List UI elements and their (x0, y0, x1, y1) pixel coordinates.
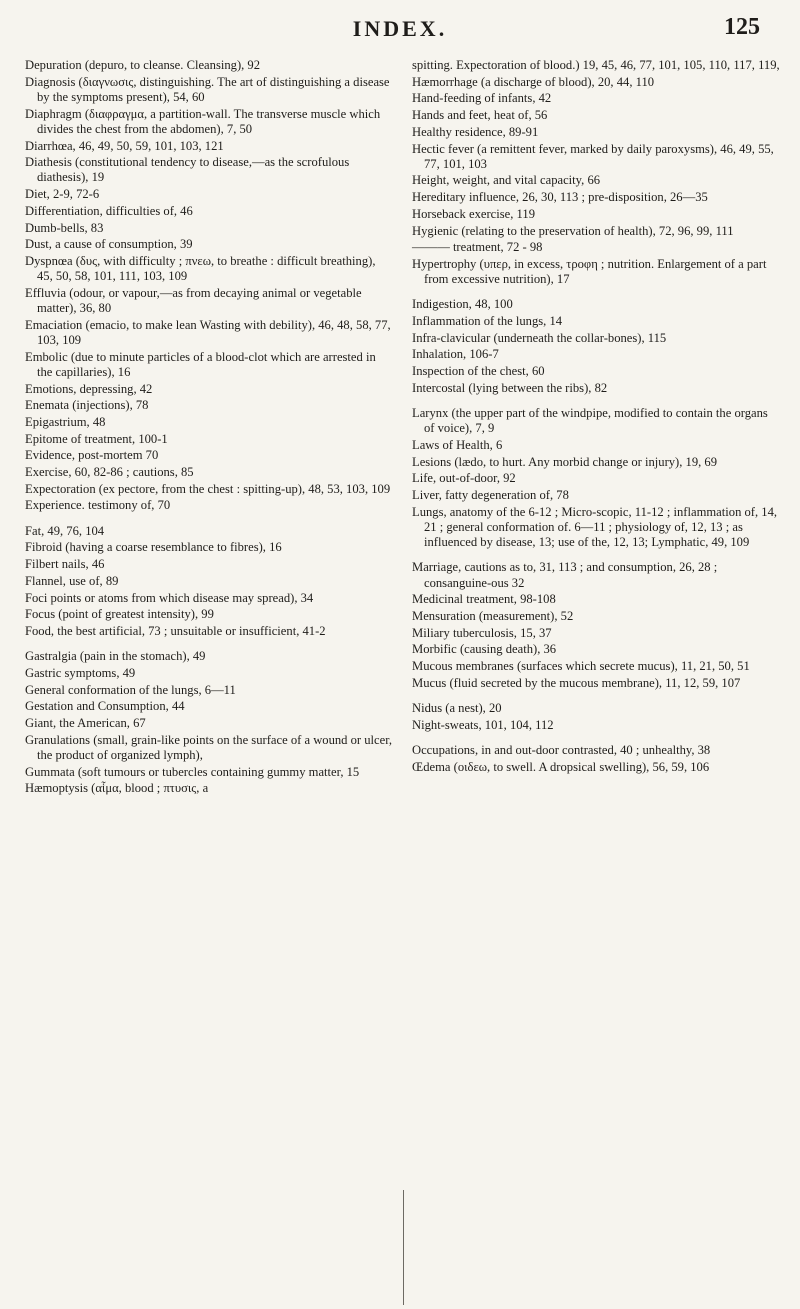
entry-references: conformation of the lungs, 6—11 (68, 682, 236, 697)
entry-references: post-mortem 70 (78, 448, 159, 463)
entry-references: 48, 100 (474, 297, 513, 312)
entry-references: (emacio, to make lean Wasting with debility), 46, 48, 58, 77, 103, 109 (37, 317, 391, 347)
entry-references: (a discharge of blood), 20, 44, 110 (480, 74, 655, 89)
entry-term: Lungs, (412, 504, 447, 519)
entry-references: and Consumption, 44 (76, 699, 185, 714)
entry-term: Indigestion, (412, 297, 472, 312)
entry-term: Dyspnœa (25, 253, 73, 268)
index-entry (25, 699, 393, 714)
index-entry (412, 471, 780, 486)
index-entry (25, 465, 393, 480)
entry-term: Height, (412, 173, 450, 188)
entry-references: (fluid secreted by the mucous membrane), 11, 12, 59, 107 (449, 675, 741, 690)
entry-references: fever (a remittent fever, marked by daily paroxysms), 46, 49, 55, 77, 101, 103 (424, 141, 774, 171)
index-entry (25, 107, 393, 137)
entry-term: Horseback (412, 206, 466, 221)
index-entry (25, 75, 393, 105)
entry-term: Diarrhœa, (25, 138, 76, 153)
entry-term: Gestation (25, 699, 74, 714)
entry-references: (διαφραγμα, a partition-wall. The transverse muscle which divides the chest from the abdomen), 7, 50 (37, 106, 381, 136)
entry-term: Diagnosis (25, 74, 76, 89)
entry-references: spitting. Expectoration of blood.) 19, 45, 46, 77, 101, 105, 110, 117, 119, (412, 58, 780, 72)
entry-term: Inspection (412, 364, 465, 379)
entry-term: Œdema (412, 759, 451, 774)
entry-references: of treatment, 100-1 (70, 431, 168, 446)
entry-term: Nidus (412, 701, 443, 716)
index-entry (25, 382, 393, 397)
entry-term: Enemata (25, 398, 70, 413)
index-entry (25, 221, 393, 236)
index-entry (412, 108, 780, 123)
entry-references: 48 (92, 414, 106, 429)
index-entry (25, 765, 393, 780)
entry-references: (due to minute particles of a blood-clot which are arrested in the capillaries), 16 (37, 349, 376, 379)
index-entry (412, 406, 780, 436)
index-entry (25, 448, 393, 463)
index-entry (25, 557, 393, 572)
entry-references: 83 (90, 220, 104, 235)
entry-references: the best artificial, 73 ; unsuitable or insufficient, 41-2 (57, 623, 326, 638)
entry-references: (injections), 78 (72, 398, 149, 413)
entry-references: (a nest), 20 (445, 701, 502, 716)
index-entry (412, 488, 780, 503)
entry-term: Hæmoptysis (25, 781, 88, 796)
index-entry (25, 58, 393, 73)
entry-term: Exercise, (25, 465, 72, 480)
index-column-left (25, 58, 393, 798)
index-entry (412, 91, 780, 106)
entry-references: of the chest, 60 (467, 364, 545, 379)
index-entry (412, 592, 780, 607)
entry-references: (lædo, to hurt. Any morbid change or injury), 19, 69 (454, 454, 718, 469)
entry-references: 2-9, 72-6 (53, 187, 100, 202)
index-entry (25, 350, 393, 380)
entry-term: Laws (412, 437, 440, 452)
index-entry (25, 666, 393, 681)
index-entry (412, 560, 780, 590)
entry-references: (οιδεω, to swell. A dropsical swelling), 56, 59, 106 (453, 759, 710, 774)
entry-term: Emaciation (25, 317, 83, 332)
index-entry (25, 187, 393, 202)
entry-references: (depuro, to cleanse. Cleansing), 92 (84, 58, 261, 72)
entry-references: anatomy of the 6-12 ; Micro-scopic, 11-12 ; inflammation of, 14, 21 ; general conformation of. 6—11 ; physiology of, 12, 13 ; as influenced by disease, 13; use of the, 12, 13; Lymphatic, 49, 109 (424, 504, 778, 550)
entry-references: 101, 104, 112 (484, 717, 554, 732)
index-entry (412, 297, 780, 312)
entry-term: Liver, (412, 488, 442, 503)
entry-references: (relating to the preservation of health), 72, 96, 99, 111 (461, 223, 734, 238)
entry-term: Lesions (412, 454, 452, 469)
entry-term: Morbific (412, 642, 457, 657)
entry-references: difficulties of, 46 (105, 203, 193, 218)
index-entry (412, 438, 780, 453)
entry-references: (δυς, with difficulty ; πνεω, to breathe : difficult breathing), 45, 50, 58, 101, 111, 103, 109 (37, 253, 376, 284)
index-entry (25, 482, 393, 497)
entry-references: 46, 49, 50, 59, 101, 103, 121 (78, 138, 224, 153)
index-entry (25, 415, 393, 430)
index-entry (412, 760, 780, 775)
entry-references: a cause of consumption, 39 (55, 237, 193, 252)
index-entry (412, 257, 780, 287)
entry-references: (point of greatest intensity), 99 (58, 607, 214, 622)
entry-term: Embolic (25, 349, 68, 364)
entry-references: (the upper part of the windpipe, modified to contain the organs of voice), 7, 9 (424, 406, 768, 436)
entry-references: and feet, heat of, 56 (447, 108, 548, 123)
entry-references: treatment, 98-108 (466, 592, 556, 607)
entry-term: Diaphragm (25, 106, 82, 121)
index-entry (412, 701, 780, 716)
entry-references: use of, 89 (69, 573, 119, 588)
index-entry (412, 609, 780, 624)
entry-term: Foci (25, 590, 48, 605)
entry-references: testimony of, 70 (87, 498, 171, 513)
entry-term: Mensuration (412, 609, 476, 623)
entry-term: Focus (25, 607, 56, 622)
entry-references: residence, 89-91 (455, 124, 539, 139)
entry-term: Larynx (412, 406, 449, 421)
index-entry (412, 626, 780, 641)
entry-term: Mucous (412, 659, 453, 674)
index-entry (412, 142, 780, 172)
entry-references: (αἷμα, blood ; πτυσις, a (91, 781, 209, 796)
entry-term: Epitome (25, 431, 68, 446)
entry-references: exercise, 119 (469, 206, 535, 221)
index-entry (412, 505, 780, 551)
entry-term: Fat, (25, 523, 45, 538)
index-entry (25, 591, 393, 606)
entry-term: Marriage, (412, 560, 462, 575)
entry-term: Filbert (25, 557, 59, 572)
running-title: INDEX. (352, 16, 448, 41)
entry-term: Miliary (412, 625, 450, 640)
entry-term: Inhalation, (412, 347, 467, 362)
entry-references: treatment, 72 - 98 (452, 240, 543, 255)
index-entry (25, 432, 393, 447)
entry-term: ——— (412, 240, 450, 255)
entry-term: Diathesis (25, 155, 72, 170)
entry-term: Experience. (25, 498, 85, 513)
index-entry (25, 139, 393, 154)
index-entry (25, 398, 393, 413)
entry-term: Mucus (412, 675, 447, 690)
entry-term: Hands (412, 108, 445, 123)
index-entry (412, 173, 780, 188)
entry-references: influence, 26, 30, 113 ; pre-disposition, 26—35 (469, 190, 708, 205)
entry-references: out-of-door, 92 (439, 471, 516, 486)
column-divider (403, 1190, 404, 1305)
index-entry (25, 237, 393, 252)
entry-references: (ex pectore, from the chest : spitting-up), 48, 53, 103, 109 (98, 481, 391, 496)
index-entry (25, 716, 393, 731)
entry-references: (constitutional tendency to disease,—as the scrofulous diathesis), 19 (37, 155, 350, 185)
entry-term: Flannel, (25, 573, 66, 588)
entry-references: (odour, or vapour,—as from decaying animal or vegetable matter), 36, 80 (37, 285, 362, 316)
index-entry (25, 574, 393, 589)
entry-term: Infra-clavicular (412, 330, 491, 345)
entry-term: Gastric (25, 665, 62, 680)
entry-references: 106-7 (469, 347, 499, 362)
index-entry (412, 659, 780, 674)
entry-term: Dust, (25, 237, 52, 252)
entry-references: (causing death), 36 (459, 642, 557, 657)
entry-references: weight, and vital capacity, 66 (452, 173, 601, 188)
entry-term: Hectic (412, 141, 445, 156)
index-entry (25, 254, 393, 284)
entry-references: cautions as to, 31, 113 ; and consumption, 26, 28 ; consanguine-ous 32 (424, 560, 718, 590)
index-entry (412, 125, 780, 140)
entry-term: Hygienic (412, 223, 459, 238)
index-entry (412, 224, 780, 239)
entry-term: Giant, (25, 715, 57, 730)
entry-term: Medicinal (412, 592, 464, 607)
entry-references: (lying between the ribs), 82 (468, 380, 608, 395)
entry-references: (soft tumours or tubercles containing gummy matter, 15 (77, 764, 360, 779)
entry-references: (underneath the collar-bones), 115 (493, 330, 667, 345)
entry-term: Effluvia (25, 285, 67, 300)
index-entry (412, 642, 780, 657)
entry-references: membranes (surfaces which secrete mucus), 11, 21, 50, 51 (455, 659, 750, 674)
entry-references: of infants, 42 (484, 91, 552, 106)
page-header (0, 14, 800, 48)
entry-term: General (25, 682, 65, 697)
index-entry (25, 607, 393, 622)
index-entry (25, 204, 393, 219)
index-entry (412, 331, 780, 346)
index-entry (25, 286, 393, 316)
index-entry (412, 381, 780, 396)
entry-term: Healthy (412, 124, 452, 139)
page-number: 125 (724, 14, 760, 40)
index-column-right (412, 58, 780, 776)
entry-references: (διαγνωσις, distinguishing. The art of distinguishing a disease by the symptoms present), 54, 60 (37, 74, 390, 104)
index-entry (25, 155, 393, 185)
entry-term: Gastralgia (25, 649, 77, 664)
index-entry (412, 347, 780, 362)
entry-references: of Health, 6 (442, 437, 503, 452)
index-entry (25, 624, 393, 639)
entry-references: (measurement), 52 (478, 609, 574, 623)
entry-references: depressing, 42 (79, 381, 153, 396)
entry-term: Fibroid (25, 540, 63, 555)
entry-references: in and out-door contrasted, 40 ; unhealthy, 38 (481, 742, 711, 757)
entry-term: Hand-feeding (412, 91, 482, 106)
entry-references: (pain in the stomach), 49 (79, 649, 206, 664)
entry-references: points or atoms from which disease may spread), 34 (50, 590, 314, 605)
entry-references: (υπερ, in excess, τροφη ; nutrition. Enlargement of a part from excessive nutrition), 17 (424, 256, 767, 287)
entry-term: Inflammation (412, 314, 481, 329)
index-entry (412, 314, 780, 329)
entry-references: fatty degeneration of, 78 (445, 488, 569, 503)
entry-references: of the lungs, 14 (483, 314, 563, 329)
entry-term: Epigastrium, (25, 414, 90, 429)
index-entry (25, 649, 393, 664)
index-entry (412, 190, 780, 205)
entry-term: Granulations (25, 732, 91, 747)
index-entry (412, 718, 780, 733)
index-entry (25, 683, 393, 698)
index-entry (25, 781, 393, 796)
index-entry (412, 75, 780, 90)
entry-term: Night-sweats, (412, 717, 482, 732)
index-entry (412, 676, 780, 691)
entry-term: Differentiation, (25, 203, 103, 218)
entry-term: Diet, (25, 187, 50, 202)
entry-references: (having a coarse resemblance to fibres), 16 (65, 540, 282, 555)
index-entry (412, 207, 780, 222)
entry-references: nails, 46 (61, 557, 105, 572)
entry-term: Hereditary (412, 190, 466, 205)
entry-references: tuberculosis, 15, 37 (452, 625, 552, 640)
index-entry (25, 540, 393, 555)
entry-term: Food, (25, 623, 55, 638)
index-entry (25, 733, 393, 763)
entry-term: Hæmorrhage (412, 74, 478, 89)
entry-term: Intercostal (412, 380, 466, 395)
entry-term: Evidence, (25, 448, 75, 463)
entry-term: Emotions, (25, 381, 77, 396)
index-entry (412, 58, 780, 73)
entry-references: the American, 67 (59, 715, 146, 730)
index-entry (412, 743, 780, 758)
entry-references: 60, 82-86 ; cautions, 85 (74, 465, 194, 480)
entry-term: Dumb-bells, (25, 220, 88, 235)
index-entry (412, 240, 780, 255)
entry-references: (small, grain-like points on the surface of a wound or ulcer, the product of organized lymph), (37, 732, 393, 762)
index-entry (412, 364, 780, 379)
entry-term: Expectoration (25, 481, 96, 496)
index-entry (25, 498, 393, 513)
entry-references: 49, 76, 104 (47, 523, 105, 538)
entry-term: Life, (412, 471, 437, 486)
entry-references: symptoms, 49 (64, 665, 136, 680)
index-entry (25, 524, 393, 539)
index-entry (25, 318, 393, 348)
entry-term: Occupations, (412, 742, 479, 757)
index-entry (412, 455, 780, 470)
entry-term: Hypertrophy (412, 256, 477, 271)
entry-term: Gummata (25, 764, 75, 779)
entry-term: Depuration (25, 58, 82, 72)
